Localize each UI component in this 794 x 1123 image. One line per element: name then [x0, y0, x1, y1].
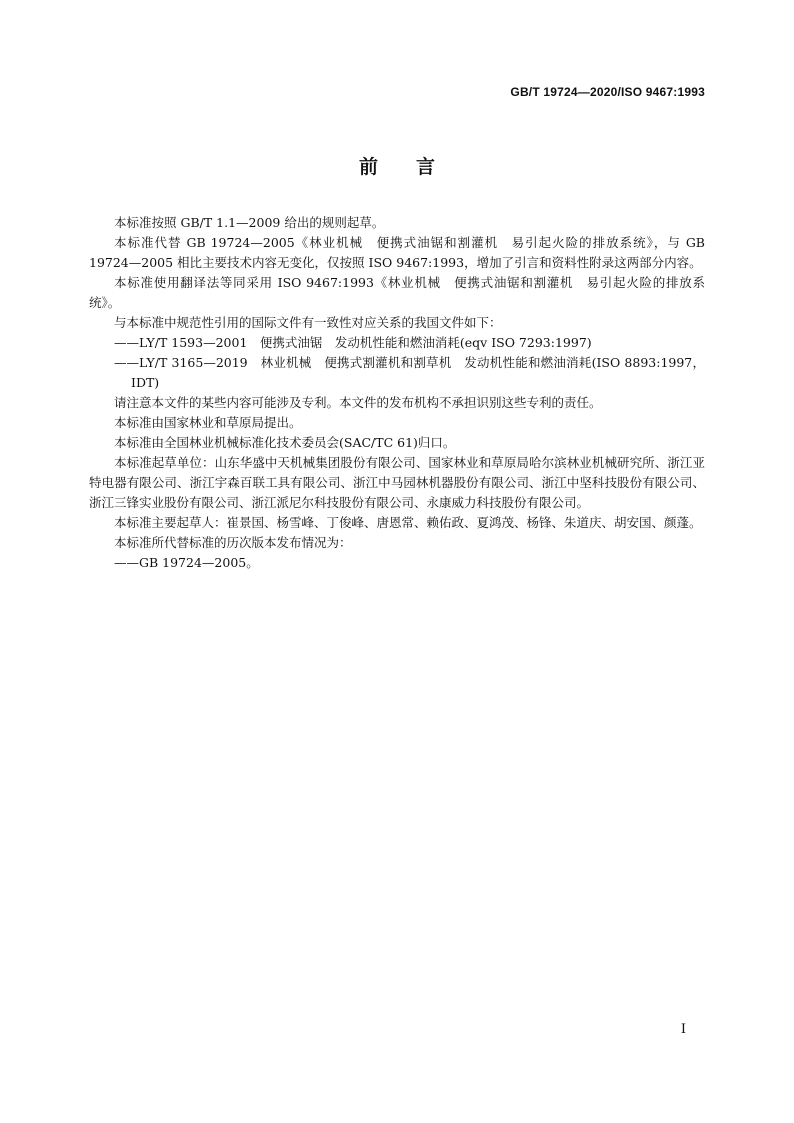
paragraph-proposed-by: 本标准由国家林业和草原局提出。 — [114, 415, 302, 430]
paragraph-drafting-rules: 本标准按照 GB/T 1.1—2009 给出的规则起草。 — [114, 215, 385, 230]
paragraph-adoption: 本标准使用翻译法等同采用 ISO 9467:1993《林业机械 便携式油锯和割灌机 易引起火险的排放系统》。 — [89, 275, 705, 310]
previous-edition-item: ——GB 19724—2005。 — [114, 555, 259, 570]
paragraph-drafters: 本标准主要起草人：崔景国、杨雪峰、丁俊峰、唐恩常、赖佑政、夏鸿茂、杨锋、朱道庆、胡安国、颜蓬。 — [114, 515, 702, 530]
page-title: 前言 — [358, 156, 473, 178]
paragraph-patent-notice: 请注意本文件的某些内容可能涉及专利。本文件的发布机构不承担识别这些专利的责任。 — [114, 395, 602, 410]
paragraph-previous-editions: 本标准所代替标准的历次版本发布情况为： — [114, 535, 352, 550]
paragraph-under-jurisdiction: 本标准由全国林业机械标准化技术委员会(SAC/TC 61)归口。 — [114, 435, 456, 450]
paragraph-replaces: 本标准代替 GB 19724—2005《林业机械 便携式油锯和割灌机 易引起火险的排放系统》，与 GB 19724—2005 相比主要技术内容无变化，仅按照 ISO 9467:1993，增加了引言和资料性附录这两部分内容。 — [89, 235, 705, 270]
paragraph-drafting-units: 本标准起草单位：山东华盛中天机械集团股份有限公司、国家林业和草原局哈尔滨林业机械研究所、浙江亚特电器有限公司、浙江宇森百联工具有限公司、浙江中马园林机器股份有限公司、浙江中坚科技股份有限公司、浙江三锋实业股份有限公司、浙江派尼尔科技股份有限公司、永康威力科技股份有限公司。 — [89, 455, 705, 510]
reference-item: ——LY/T 3165—2019 林业机械 便携式割灌机和割草机 发动机性能和燃油消耗(ISO 8893:1997，IDT) — [114, 355, 705, 390]
reference-item: ——LY/T 1593—2001 便携式油锯 发动机性能和燃油消耗(eqv ISO 7293:1997) — [114, 335, 592, 350]
foreword-body — [89, 213, 705, 573]
page-number: I — [680, 1022, 686, 1037]
standard-number-header: GB/T 19724—2020/ISO 9467:1993 — [510, 85, 705, 99]
paragraph-correspondence-intro: 与本标准中规范性引用的国际文件有一致性对应关系的我国文件如下： — [114, 315, 502, 330]
